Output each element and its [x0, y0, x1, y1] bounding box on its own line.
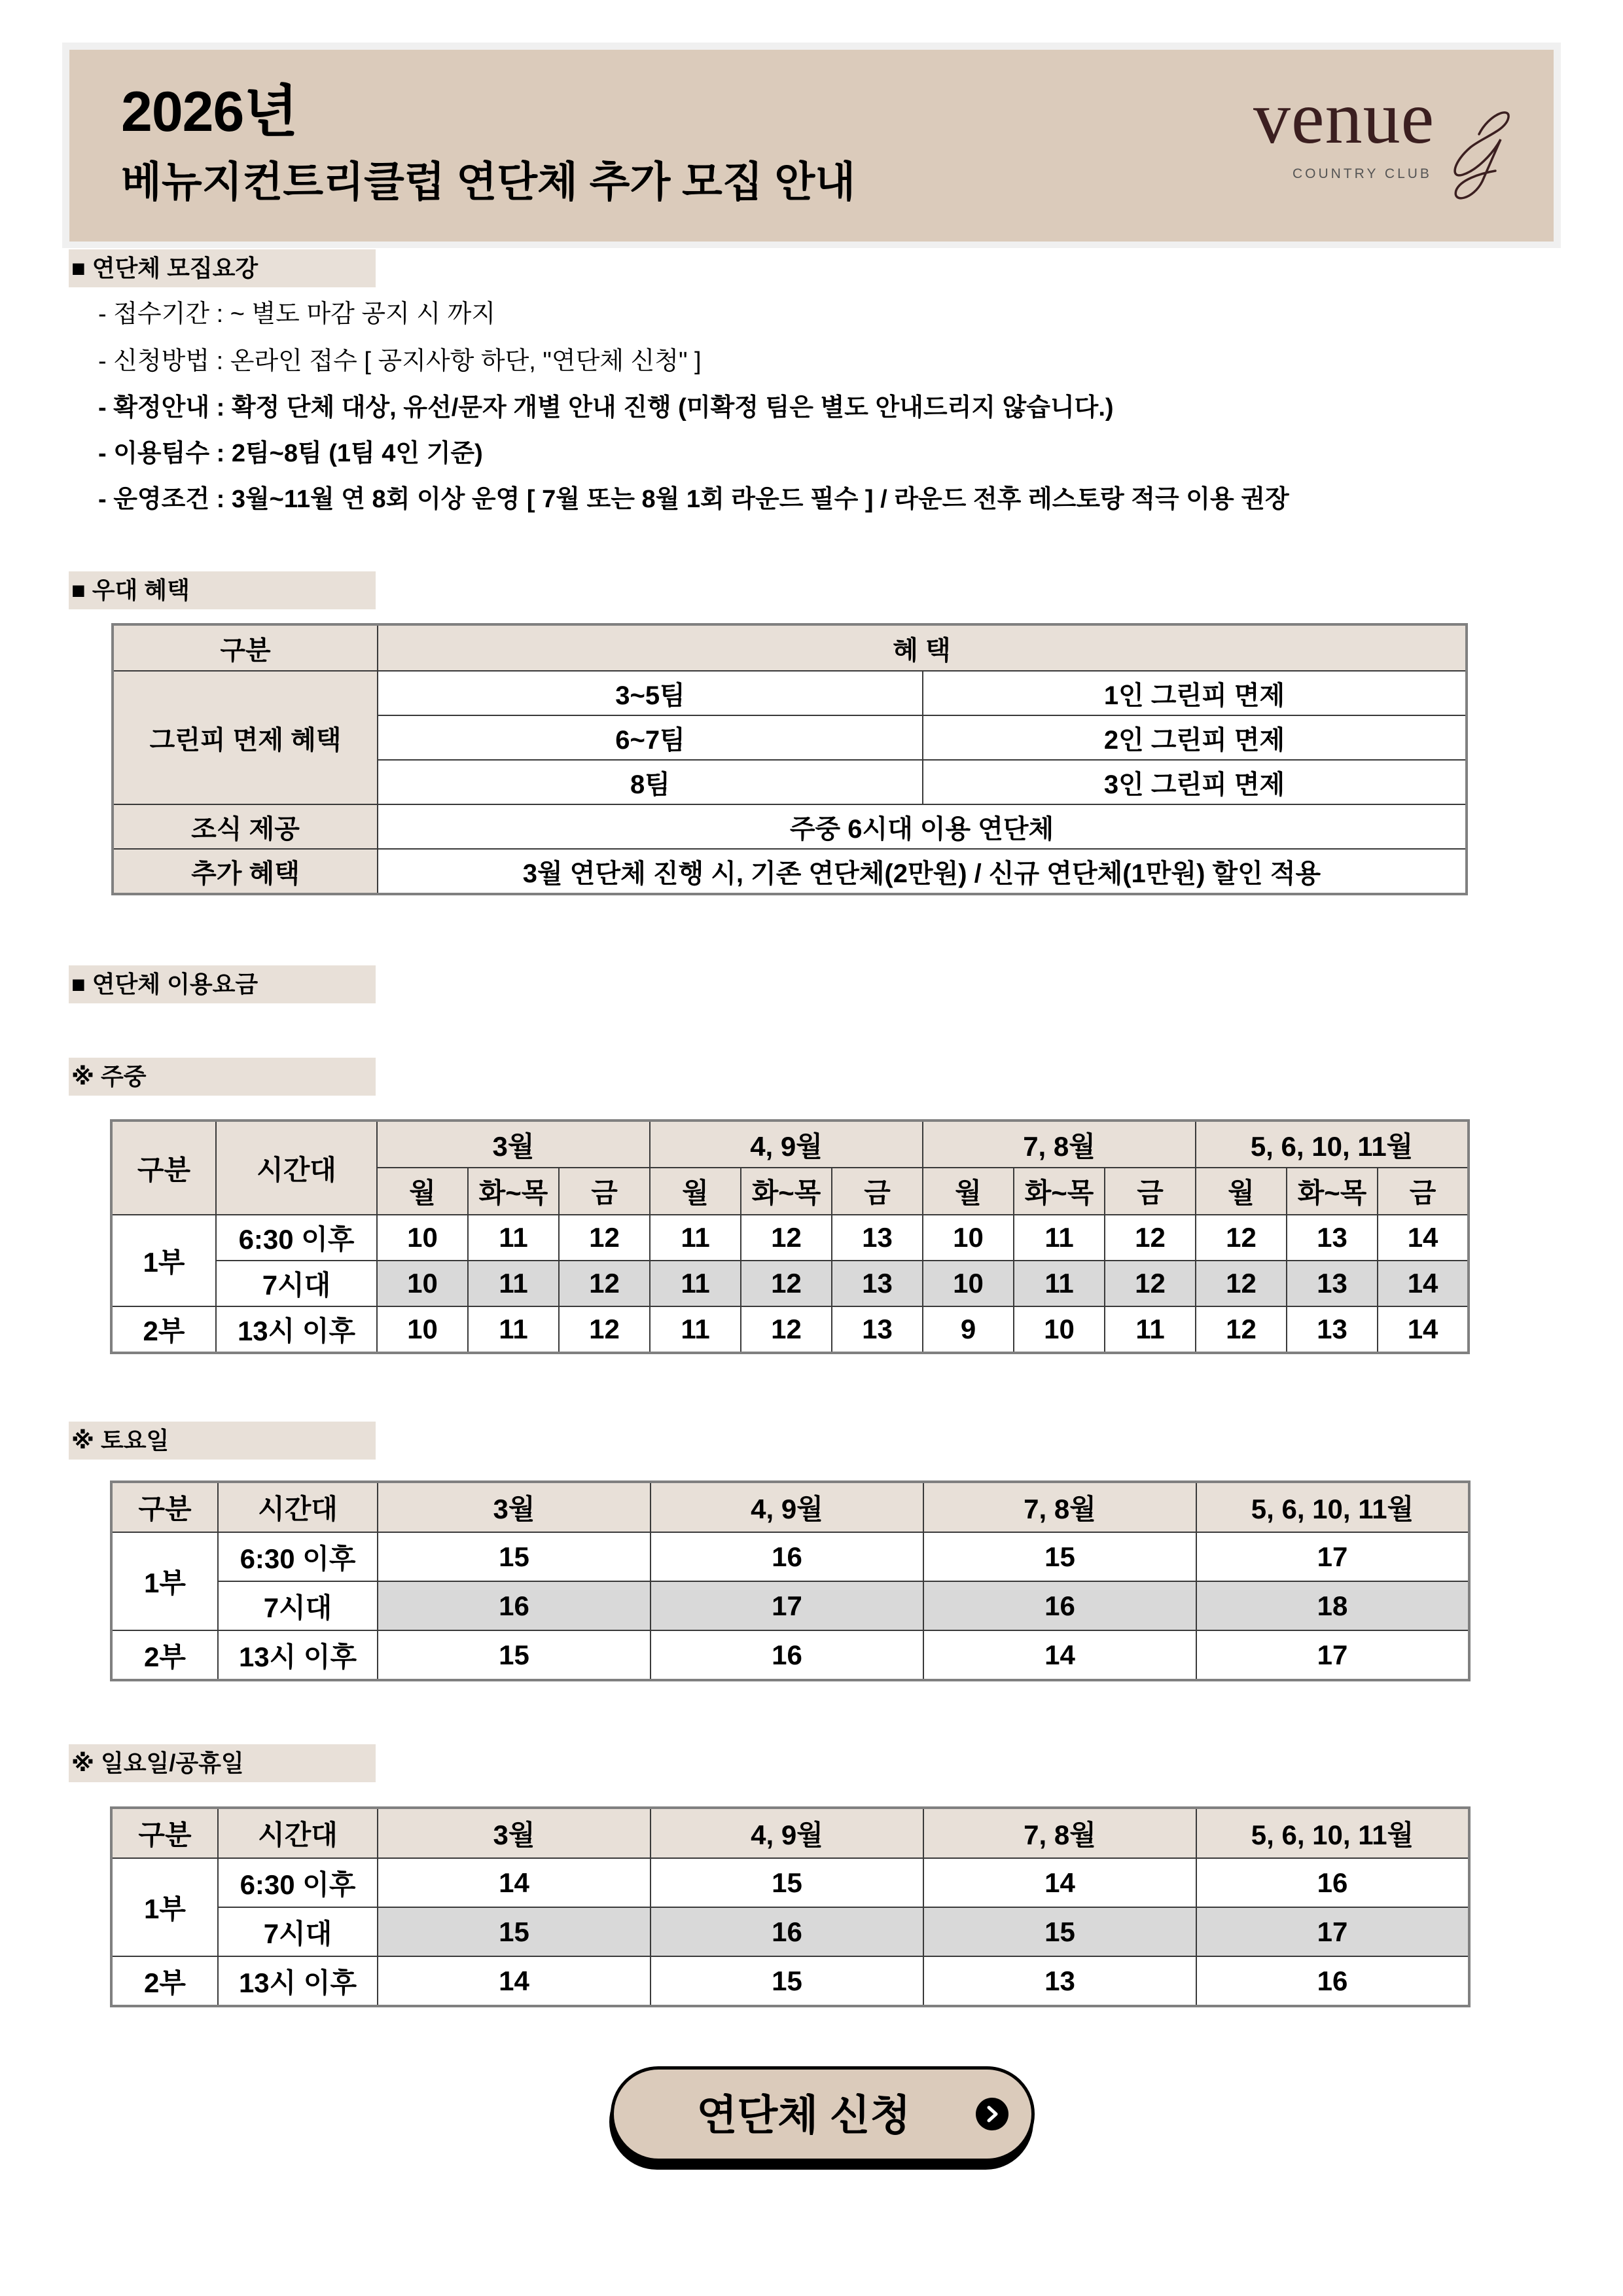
column-header-day-type: 금 [1105, 1168, 1196, 1215]
column-header-day-type: 금 [559, 1168, 650, 1215]
weekday-price-table [110, 1119, 1470, 1354]
price-cell: 16 [923, 1581, 1196, 1630]
time-slot-cell: 6:30 이후 [216, 1215, 377, 1261]
price-cell: 10 [923, 1261, 1014, 1306]
price-row [111, 1306, 1469, 1353]
price-cell: 11 [1105, 1306, 1196, 1353]
column-header-month-group: 5, 6, 10, 11월 [1196, 1808, 1469, 1858]
price-cell: 10 [377, 1306, 468, 1353]
requirement-method: - 신청방법 : 온라인 접수 [ 공지사항 하단, "연단체 신청" ] [98, 348, 702, 375]
benefits-table [111, 623, 1468, 895]
price-cell: 13 [1287, 1261, 1378, 1306]
price-cell: 12 [559, 1306, 650, 1353]
price-cell: 14 [923, 1858, 1196, 1907]
column-header-month-group: 3월 [377, 1121, 650, 1168]
price-row [111, 1956, 1469, 2006]
price-cell: 11 [650, 1306, 741, 1353]
price-cell: 12 [741, 1306, 832, 1353]
price-cell: 16 [1196, 1956, 1469, 2006]
time-slot-cell: 6:30 이후 [218, 1532, 378, 1581]
extra-benefit-label: 추가 혜택 [113, 849, 378, 894]
column-header-category: 구분 [113, 624, 378, 671]
price-cell: 10 [377, 1261, 468, 1306]
logo-tagline: COUNTRY CLUB [1293, 166, 1432, 181]
price-row [111, 1215, 1469, 1261]
apply-button-label: 연단체 신청 [696, 2092, 911, 2139]
price-cell: 17 [1196, 1532, 1469, 1581]
price-cell: 12 [559, 1261, 650, 1306]
benefits-row [113, 849, 1467, 894]
price-cell: 10 [923, 1215, 1014, 1261]
extra-benefit-value: 3월 연단체 진행 시, 기존 연단체(2만원) / 신규 연단체(1만원) 할인 적용 [378, 849, 1467, 894]
price-cell: 11 [650, 1261, 741, 1306]
column-header-time-slot: 시간대 [218, 1482, 378, 1532]
column-header-day-type: 월 [650, 1168, 741, 1215]
time-slot-cell: 7시대 [218, 1907, 378, 1956]
section-heading-recruitment: ■ 연단체 모집요강 [69, 249, 376, 287]
price-cell: 13 [832, 1261, 923, 1306]
column-header-month-group: 7, 8월 [923, 1482, 1196, 1532]
price-cell: 16 [378, 1581, 651, 1630]
price-cell: 12 [1196, 1261, 1287, 1306]
greenfee-tier-benefit: 1인 그린피 면제 [923, 671, 1467, 715]
price-cell: 13 [832, 1215, 923, 1261]
logo-wordmark: venue [1253, 76, 1435, 159]
page-title: 베뉴지컨트리클럽 연단체 추가 모집 안내 [121, 158, 856, 206]
price-cell: 9 [923, 1306, 1014, 1353]
column-header-time-slot: 시간대 [216, 1121, 377, 1215]
header-row [111, 1121, 1469, 1168]
price-cell: 15 [923, 1907, 1196, 1956]
price-cell: 12 [741, 1261, 832, 1306]
price-cell: 11 [1014, 1261, 1105, 1306]
apply-group-button[interactable] [611, 2066, 1035, 2162]
price-cell: 15 [378, 1532, 651, 1581]
chevron-right-circle-icon [976, 2098, 1008, 2130]
time-slot-cell: 7시대 [216, 1261, 377, 1306]
price-cell: 13 [1287, 1306, 1378, 1353]
time-slot-cell: 7시대 [218, 1581, 378, 1630]
price-cell: 17 [651, 1581, 923, 1630]
column-header-month-group: 3월 [378, 1808, 651, 1858]
column-header-day-type: 금 [1378, 1168, 1469, 1215]
column-header-month-group: 7, 8월 [923, 1808, 1196, 1858]
division-cell: 2부 [111, 1956, 218, 2006]
price-cell: 10 [377, 1215, 468, 1261]
price-cell: 15 [651, 1956, 923, 2006]
price-cell: 15 [378, 1630, 651, 1680]
benefits-row [113, 804, 1467, 849]
price-cell: 17 [1196, 1630, 1469, 1680]
greenfee-tier-benefit: 3인 그린피 면제 [923, 760, 1467, 804]
price-cell: 12 [1196, 1306, 1287, 1353]
price-row [111, 1907, 1469, 1956]
header-row [111, 1808, 1469, 1858]
venue-g-logo [1247, 76, 1522, 209]
price-cell: 14 [378, 1858, 651, 1907]
column-header-division: 구분 [111, 1121, 216, 1215]
column-header-time-slot: 시간대 [218, 1808, 378, 1858]
price-cell: 12 [1105, 1215, 1196, 1261]
price-row [111, 1532, 1469, 1581]
greenfee-tier-teams: 6~7팀 [378, 715, 923, 760]
greenfee-tier-teams: 8팀 [378, 760, 923, 804]
subheading-sunday-holiday: ※ 일요일/공휴일 [69, 1744, 376, 1782]
greenfee-label: 그린피 면제 혜택 [113, 671, 378, 804]
price-cell: 11 [468, 1215, 559, 1261]
price-cell: 11 [1014, 1215, 1105, 1261]
price-cell: 15 [651, 1858, 923, 1907]
column-header-month-group: 7, 8월 [923, 1121, 1196, 1168]
price-cell: 16 [651, 1630, 923, 1680]
column-header-day-type: 월 [923, 1168, 1014, 1215]
column-header-day-type: 화~목 [468, 1168, 559, 1215]
column-header-month-group: 5, 6, 10, 11월 [1196, 1482, 1469, 1532]
column-header-division: 구분 [111, 1808, 218, 1858]
price-cell: 10 [1014, 1306, 1105, 1353]
price-cell: 16 [651, 1532, 923, 1581]
column-header-day-type: 월 [377, 1168, 468, 1215]
benefits-header-row [113, 624, 1467, 671]
price-cell: 11 [468, 1261, 559, 1306]
column-header-month-group: 5, 6, 10, 11월 [1196, 1121, 1469, 1168]
logo-monogram-g-icon [1443, 108, 1512, 200]
price-row [111, 1858, 1469, 1907]
subheading-weekday: ※ 주중 [69, 1058, 376, 1096]
price-cell: 14 [923, 1630, 1196, 1680]
column-header-day-type: 화~목 [741, 1168, 832, 1215]
price-cell: 14 [378, 1956, 651, 2006]
division-cell: 2부 [111, 1630, 218, 1680]
time-slot-cell: 13시 이후 [216, 1306, 377, 1353]
price-cell: 11 [468, 1306, 559, 1353]
requirement-team-count: - 이용팀수 : 2팀~8팀 (1팀 4인 기준) [98, 440, 483, 467]
price-cell: 12 [1196, 1215, 1287, 1261]
time-slot-cell: 6:30 이후 [218, 1858, 378, 1907]
price-cell: 14 [1378, 1306, 1469, 1353]
column-header-day-type: 화~목 [1014, 1168, 1105, 1215]
requirement-conditions: - 운영조건 : 3월~11월 연 8회 이상 운영 [ 7월 또는 8월 1회 라운드 필수 ] / 라운드 전후 레스토랑 적극 이용 권장 [98, 486, 1289, 513]
division-cell: 2부 [111, 1306, 216, 1353]
column-header-day-type: 화~목 [1287, 1168, 1378, 1215]
price-cell: 16 [651, 1907, 923, 1956]
price-cell: 12 [559, 1215, 650, 1261]
saturday-price-table [110, 1480, 1471, 1681]
column-header-month-group: 4, 9월 [651, 1482, 923, 1532]
column-header-month-group: 4, 9월 [651, 1808, 923, 1858]
section-heading-benefits: ■ 우대 혜택 [69, 571, 376, 609]
requirement-period: - 접수기간 : ~ 별도 마감 공지 시 까지 [98, 300, 496, 328]
sunday-holiday-price-table [110, 1806, 1471, 2007]
column-header-division: 구분 [111, 1482, 218, 1532]
price-cell: 15 [378, 1907, 651, 1956]
column-header-day-type: 월 [1196, 1168, 1287, 1215]
division-cell: 1부 [111, 1215, 216, 1306]
requirement-confirmation: - 확정안내 : 확정 단체 대상, 유선/문자 개별 안내 진행 (미확정 팀은 별도 안내드리지 않습니다.) [98, 394, 1114, 422]
column-header-month-group: 4, 9월 [650, 1121, 923, 1168]
price-cell: 12 [1105, 1261, 1196, 1306]
price-cell: 17 [1196, 1907, 1469, 1956]
price-cell: 18 [1196, 1581, 1469, 1630]
time-slot-cell: 13시 이후 [218, 1956, 378, 2006]
column-header-benefit: 혜 택 [378, 624, 1467, 671]
price-cell: 13 [923, 1956, 1196, 2006]
price-cell: 14 [1378, 1261, 1469, 1306]
greenfee-tier-benefit: 2인 그린피 면제 [923, 715, 1467, 760]
price-cell: 13 [1287, 1215, 1378, 1261]
price-row [111, 1630, 1469, 1680]
section-heading-pricing: ■ 연단체 이용요금 [69, 965, 376, 1003]
price-cell: 16 [1196, 1858, 1469, 1907]
price-cell: 14 [1378, 1215, 1469, 1261]
breakfast-label: 조식 제공 [113, 804, 378, 849]
header-row [111, 1482, 1469, 1532]
time-slot-cell: 13시 이후 [218, 1630, 378, 1680]
price-cell: 12 [741, 1215, 832, 1261]
greenfee-tier-teams: 3~5팀 [378, 671, 923, 715]
column-header-day-type: 금 [832, 1168, 923, 1215]
breakfast-value: 주중 6시대 이용 연단체 [378, 804, 1467, 849]
division-cell: 1부 [111, 1858, 218, 1956]
price-cell: 13 [832, 1306, 923, 1353]
division-cell: 1부 [111, 1532, 218, 1630]
column-header-month-group: 3월 [378, 1482, 651, 1532]
price-cell: 15 [923, 1532, 1196, 1581]
price-row [111, 1261, 1469, 1306]
year-title: 2026년 [121, 81, 298, 143]
subheading-saturday: ※ 토요일 [69, 1422, 376, 1460]
benefits-row [113, 671, 1467, 715]
price-row [111, 1581, 1469, 1630]
price-cell: 11 [650, 1215, 741, 1261]
